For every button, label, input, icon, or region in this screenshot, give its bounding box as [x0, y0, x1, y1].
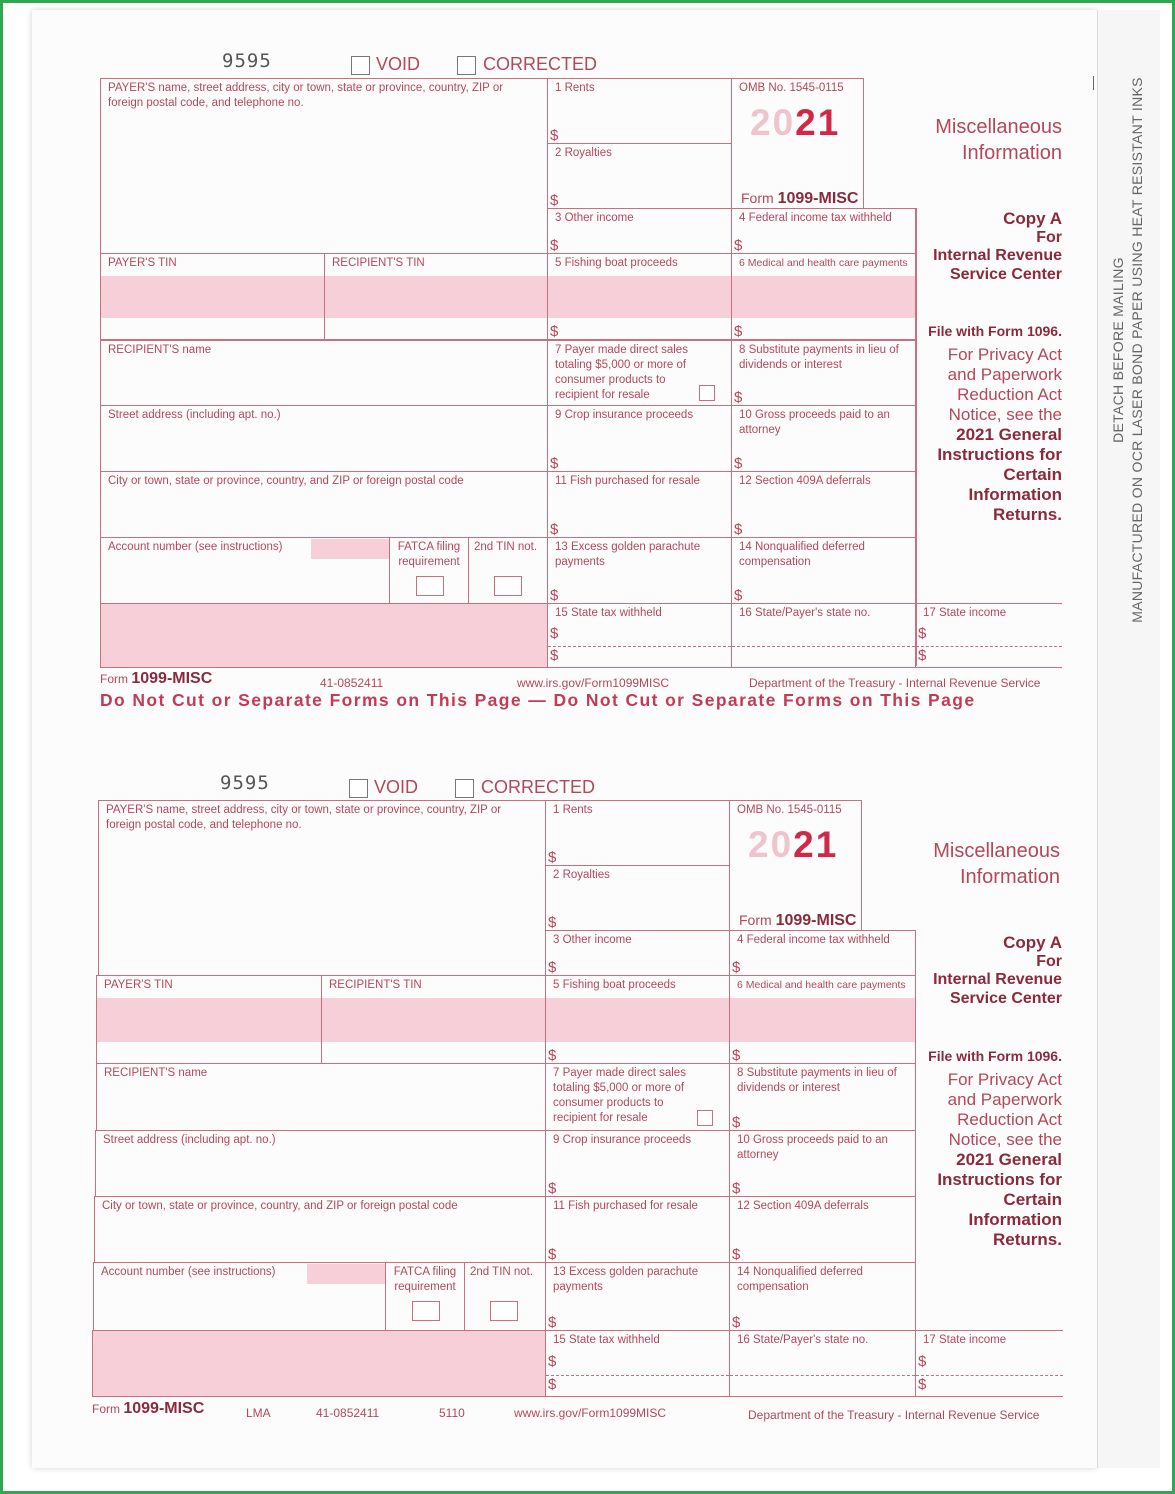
dollar-sign: $ — [550, 587, 559, 604]
footer-url: www.irs.gov/Form1099MISC — [517, 676, 670, 690]
dollar-sign: $ — [548, 1047, 557, 1064]
footer-dept: Department of the Treasury - Internal Revenue Service — [749, 676, 1041, 690]
footer-form-name: 1099-MISC — [131, 670, 213, 687]
recipient-name-field[interactable] — [96, 1063, 546, 1131]
box8-substitute[interactable] — [729, 1063, 916, 1131]
city-field[interactable] — [94, 1196, 546, 1263]
privacy-line5: 2021 General — [956, 425, 1062, 444]
box1-rents[interactable] — [545, 800, 730, 866]
box6-medical[interactable] — [729, 975, 916, 1064]
dollar-sign: $ — [732, 1246, 741, 1263]
box9-label: 9 Crop insurance proceeds — [555, 409, 694, 421]
box16-label: 16 State/Payer's state no. — [739, 607, 871, 619]
payer-name-label: PAYER'S name, street address, city or town, state or province, country, ZIP or foreign postal code, and telephone no. — [108, 82, 504, 109]
dollar-sign: $ — [550, 192, 559, 209]
title-line1: Miscellaneous — [933, 840, 1060, 862]
privacy-line6: Instructions for — [937, 1170, 1062, 1189]
payer-tin-shading — [97, 998, 321, 1042]
recipient-name-field[interactable] — [100, 340, 548, 406]
box6-medical[interactable] — [731, 253, 916, 340]
side-text-detach: DETACH BEFORE MAILING — [1110, 257, 1126, 443]
box4-fed-tax[interactable] — [731, 208, 916, 254]
privacy-line3: Reduction Act — [957, 385, 1062, 404]
dollar-sign: $ — [548, 1314, 557, 1331]
dash-line — [916, 646, 1062, 647]
omb-year-box — [729, 800, 862, 931]
dollar-sign: $ — [918, 625, 927, 642]
box12-label: 12 Section 409A deferrals — [737, 1200, 869, 1212]
box3-label: 3 Other income — [553, 934, 632, 946]
footer-form-prefix: Form — [92, 1402, 120, 1416]
box3-other-income[interactable] — [545, 930, 730, 976]
box6-shading — [732, 276, 915, 318]
second-tin-checkbox[interactable] — [490, 1301, 518, 1321]
footer-catalog: 41-0852411 — [316, 1406, 380, 1420]
dash-line — [732, 646, 915, 647]
footer-url: www.irs.gov/Form1099MISC — [514, 1406, 667, 1420]
copy-a-block — [910, 934, 1062, 1008]
box8-label: 8 Substitute payments in lieu of dividends or interest — [737, 1067, 897, 1094]
box14-label: 14 Nonqualified deferred compensation — [739, 541, 865, 568]
copy-irs: Internal Revenue — [933, 971, 1062, 988]
account-shading — [307, 1264, 385, 1284]
dollar-sign: $ — [734, 389, 743, 406]
corrected-checkbox[interactable] — [455, 779, 474, 798]
dollar-sign: $ — [548, 1246, 557, 1263]
box12-409a[interactable] — [729, 1196, 916, 1263]
box17-label: 17 State income — [923, 607, 1007, 619]
box11-fish[interactable] — [547, 471, 732, 538]
box11-label: 11 Fish purchased for resale — [553, 1200, 698, 1212]
form-name: 1099-MISC — [777, 190, 859, 207]
box3-label: 3 Other income — [555, 212, 634, 224]
city-field[interactable] — [100, 471, 548, 538]
dollar-sign: $ — [550, 455, 559, 472]
privacy-line1: For Privacy Act — [947, 345, 1062, 364]
fatca-label: FATCA filing requirement — [393, 1266, 457, 1293]
recipient-name-label: RECIPIENT'S name — [108, 344, 212, 356]
payer-tin-field[interactable] — [100, 253, 325, 340]
box13-label: 13 Excess golden parachute payments — [555, 541, 701, 568]
city-label: City or town, state or province, country, and ZIP or foreign postal code — [102, 1200, 458, 1212]
dollar-sign: $ — [734, 237, 743, 254]
corrected-label: CORRECTED — [483, 54, 598, 74]
second-tin-label: 2nd TIN not. — [474, 541, 538, 553]
account-number-field[interactable] — [100, 537, 390, 604]
box3-other-income[interactable] — [547, 208, 732, 254]
dollar-sign: $ — [732, 959, 741, 976]
box14-nonqualified[interactable] — [729, 1262, 916, 1331]
dollar-sign: $ — [732, 1314, 741, 1331]
account-shading — [311, 539, 389, 559]
tax-year-century: 20 — [750, 102, 796, 143]
privacy-line3: Reduction Act — [957, 1110, 1062, 1129]
box13-excess[interactable] — [545, 1262, 730, 1331]
copy-irs: Internal Revenue — [933, 247, 1062, 264]
tax-year — [748, 824, 839, 865]
box14-label: 14 Nonqualified deferred compensation — [737, 1266, 863, 1293]
form-copy-bottom — [0, 724, 1175, 1424]
privacy-line5: 2021 General — [956, 1150, 1062, 1169]
box4-label: 4 Federal income tax withheld — [739, 212, 892, 224]
second-tin-checkbox[interactable] — [494, 576, 522, 596]
fatca-field[interactable] — [389, 537, 469, 604]
dollar-sign: $ — [548, 1180, 557, 1197]
privacy-line4: Notice, see the — [948, 405, 1062, 424]
box7-label: 7 Payer made direct sales totaling $5,000 or more of consumer products to recipient for resale — [555, 344, 688, 401]
box17-label: 17 State income — [923, 1334, 1007, 1346]
privacy-line7: Certain — [1003, 1190, 1062, 1209]
form-code: 9595 — [222, 50, 272, 72]
void-checkbox[interactable] — [351, 56, 370, 75]
box7-direct-sales[interactable] — [545, 1063, 730, 1131]
recipient-tin-shading — [322, 998, 545, 1042]
footer-dept: Department of the Treasury - Internal Revenue Service — [748, 1408, 1040, 1422]
title-line2: Information — [961, 142, 1062, 164]
do-not-cut-warning: Do Not Cut or Separate Forms on This Page — Do Not Cut or Separate Forms on This Page — [100, 690, 976, 710]
box16-label: 16 State/Payer's state no. — [737, 1334, 869, 1346]
dollar-sign: $ — [734, 323, 743, 340]
file-with: File with Form 1096. — [928, 1048, 1062, 1064]
fatca-checkbox[interactable] — [412, 1301, 440, 1321]
box7-checkbox[interactable] — [699, 385, 715, 401]
footer-form-prefix: Form — [100, 672, 128, 686]
box15-state-tax[interactable] — [545, 1330, 730, 1397]
box10-gross[interactable] — [729, 1130, 916, 1197]
box13-excess[interactable] — [547, 537, 732, 604]
privacy-line9: Returns. — [993, 1230, 1062, 1249]
account-label: Account number (see instructions) — [101, 1266, 276, 1278]
footer-catalog: 41-0852411 — [320, 676, 384, 690]
payer-tin-label: PAYER'S TIN — [104, 979, 173, 991]
copy-service-center: Service Center — [949, 265, 1062, 283]
copy-for: For — [1036, 952, 1062, 970]
fatca-checkbox[interactable] — [416, 576, 444, 596]
box4-fed-tax[interactable] — [729, 930, 916, 976]
second-tin-field[interactable] — [464, 1262, 546, 1331]
box7-label: 7 Payer made direct sales totaling $5,000 or more of consumer products to recipient for resale — [553, 1067, 686, 1124]
dollar-sign: $ — [550, 323, 559, 340]
dash-line — [916, 1375, 1063, 1376]
dollar-sign: $ — [550, 647, 559, 664]
form-id — [741, 191, 858, 206]
copy-a-block — [910, 210, 1062, 284]
box5-fishing[interactable] — [545, 975, 730, 1064]
box11-fish[interactable] — [545, 1196, 730, 1263]
copy-a: Copy A — [1003, 209, 1062, 228]
tax-year-century: 20 — [748, 824, 794, 865]
box6-label: 6 Medical and health care payments — [737, 979, 906, 991]
box1-rents[interactable] — [547, 78, 732, 144]
state-shading — [100, 603, 548, 668]
box12-409a[interactable] — [731, 471, 916, 538]
copy-service-center: Service Center — [949, 989, 1062, 1007]
second-tin-label: 2nd TIN not. — [470, 1266, 534, 1278]
dollar-sign: $ — [548, 1353, 557, 1370]
dollar-sign: $ — [918, 647, 927, 664]
box5-fishing[interactable] — [547, 253, 732, 340]
box13-label: 13 Excess golden parachute payments — [553, 1266, 699, 1293]
box8-label: 8 Substitute payments in lieu of dividends or interest — [739, 344, 899, 371]
dollar-sign: $ — [918, 1376, 927, 1393]
box5-label: 5 Fishing boat proceeds — [553, 979, 676, 991]
dollar-sign: $ — [734, 587, 743, 604]
privacy-line6: Instructions for — [937, 445, 1062, 464]
dollar-sign: $ — [734, 455, 743, 472]
form-prefix: Form — [739, 912, 772, 928]
state-shading — [92, 1330, 546, 1397]
void-checkbox[interactable] — [349, 779, 368, 798]
dollar-sign: $ — [548, 959, 557, 976]
recipient-name-label: RECIPIENT'S name — [104, 1067, 208, 1079]
dollar-sign: $ — [732, 1047, 741, 1064]
recipient-tin-field[interactable] — [324, 253, 548, 340]
form-name: 1099-MISC — [775, 912, 857, 929]
form-copy-top — [0, 0, 1175, 710]
box11-label: 11 Fish purchased for resale — [555, 475, 700, 487]
footer-form-id — [92, 1400, 204, 1418]
tax-year — [750, 102, 841, 143]
omb-number: OMB No. 1545-0115 — [739, 82, 844, 94]
box2-label: 2 Royalties — [553, 869, 610, 881]
privacy-line4: Notice, see the — [948, 1130, 1062, 1149]
box5-label: 5 Fishing boat proceeds — [555, 257, 678, 269]
dash-line — [548, 646, 731, 647]
footer-number: 5110 — [439, 1406, 465, 1420]
city-label: City or town, state or province, country, and ZIP or foreign postal code — [108, 475, 464, 487]
dollar-sign: $ — [550, 127, 559, 144]
box5-shading — [546, 998, 729, 1042]
payer-name-field[interactable] — [100, 78, 548, 254]
fatca-field[interactable] — [385, 1262, 465, 1331]
footer-form-name: 1099-MISC — [123, 1400, 205, 1417]
account-number-field[interactable] — [93, 1262, 386, 1331]
recipient-tin-label: RECIPIENT'S TIN — [332, 257, 425, 269]
side-text-manufactured: MANUFACTURED ON OCR LASER BOND PAPER USING HEAT RESISTANT INKS — [1129, 77, 1145, 623]
box15-state-tax[interactable] — [547, 603, 732, 668]
box4-label: 4 Federal income tax withheld — [737, 934, 890, 946]
corrected-checkbox[interactable] — [457, 56, 476, 75]
box1-label: 1 Rents — [553, 804, 593, 816]
dollar-sign: $ — [548, 1376, 557, 1393]
privacy-line8: Information — [968, 1210, 1062, 1229]
box16-state-no[interactable] — [731, 603, 916, 668]
box9-crop[interactable] — [547, 405, 732, 472]
payer-tin-label: PAYER'S TIN — [108, 257, 177, 269]
tax-year-decade: 21 — [795, 102, 841, 143]
box10-gross[interactable] — [731, 405, 916, 472]
payer-tin-field[interactable] — [96, 975, 322, 1064]
box17-state-income[interactable] — [915, 603, 1062, 668]
omb-number: OMB No. 1545-0115 — [737, 804, 842, 816]
account-label: Account number (see instructions) — [108, 541, 283, 553]
box12-label: 12 Section 409A deferrals — [739, 475, 871, 487]
dollar-sign: $ — [548, 849, 557, 866]
dollar-sign: $ — [734, 521, 743, 538]
footer-form-id — [100, 670, 212, 688]
copy-for: For — [1036, 228, 1062, 246]
copy-a: Copy A — [1003, 933, 1062, 952]
omb-year-box — [731, 78, 864, 209]
box17-state-income[interactable] — [915, 1330, 1063, 1397]
privacy-line2: and Paperwork — [947, 1090, 1062, 1109]
dash-line — [730, 1375, 915, 1376]
box2-royalties[interactable] — [547, 143, 732, 209]
box8-substitute[interactable] — [731, 340, 916, 406]
dollar-sign: $ — [918, 1353, 927, 1370]
street-label: Street address (including apt. no.) — [108, 409, 281, 421]
box14-nonqualified[interactable] — [731, 537, 916, 604]
recipient-tin-label: RECIPIENT'S TIN — [329, 979, 422, 991]
void-label: VOID — [376, 54, 421, 74]
box10-label: 10 Gross proceeds paid to an attorney — [737, 1134, 888, 1161]
dollar-sign: $ — [550, 625, 559, 642]
second-tin-field[interactable] — [468, 537, 548, 604]
street-label: Street address (including apt. no.) — [103, 1134, 276, 1146]
privacy-line1: For Privacy Act — [947, 1070, 1062, 1089]
form-code: 9595 — [220, 772, 270, 794]
box2-royalties[interactable] — [545, 865, 730, 931]
payer-name-label: PAYER'S name, street address, city or town, state or province, country, ZIP or foreign postal code, and telephone no. — [106, 804, 502, 831]
file-with: File with Form 1096. — [928, 323, 1062, 339]
recipient-tin-field[interactable] — [321, 975, 546, 1064]
box5-shading — [548, 276, 731, 318]
form-id — [739, 913, 856, 928]
payer-name-field[interactable] — [98, 800, 546, 976]
dollar-sign: $ — [550, 237, 559, 254]
box9-label: 9 Crop insurance proceeds — [553, 1134, 692, 1146]
void-label: VOID — [374, 777, 419, 797]
box1-label: 1 Rents — [555, 82, 595, 94]
box10-label: 10 Gross proceeds paid to an attorney — [739, 409, 890, 436]
box9-crop[interactable] — [545, 1130, 730, 1197]
fatca-label: FATCA filing requirement — [397, 541, 461, 568]
box16-state-no[interactable] — [729, 1330, 916, 1397]
privacy-notice — [905, 345, 1062, 525]
privacy-notice — [905, 1070, 1062, 1250]
tax-year-decade: 21 — [793, 824, 839, 865]
footer-lma: LMA — [246, 1406, 271, 1420]
street-address-field[interactable] — [100, 405, 548, 472]
privacy-line2: and Paperwork — [947, 365, 1062, 384]
box2-label: 2 Royalties — [555, 147, 612, 159]
box15-label: 15 State tax withheld — [553, 1334, 660, 1346]
box15-label: 15 State tax withheld — [555, 607, 662, 619]
recipient-tin-shading — [325, 276, 547, 318]
dollar-sign: $ — [732, 1180, 741, 1197]
payer-tin-shading — [101, 276, 324, 318]
dash-line — [546, 1375, 729, 1376]
form-title — [878, 838, 1060, 890]
dollar-sign: $ — [550, 521, 559, 538]
dollar-sign: $ — [548, 914, 557, 931]
title-line1: Miscellaneous — [935, 116, 1062, 138]
street-address-field[interactable] — [95, 1130, 546, 1197]
box6-shading — [730, 998, 915, 1042]
privacy-line8: Information — [968, 485, 1062, 504]
privacy-line7: Certain — [1003, 465, 1062, 484]
form-title — [880, 114, 1062, 166]
title-line2: Information — [959, 866, 1060, 888]
box6-label: 6 Medical and health care payments — [739, 257, 908, 269]
form-prefix: Form — [741, 190, 774, 206]
dollar-sign: $ — [732, 1114, 741, 1131]
privacy-line9: Returns. — [993, 505, 1062, 524]
box7-checkbox[interactable] — [697, 1110, 713, 1126]
corrected-label: CORRECTED — [481, 777, 596, 797]
box7-direct-sales[interactable] — [547, 340, 732, 406]
